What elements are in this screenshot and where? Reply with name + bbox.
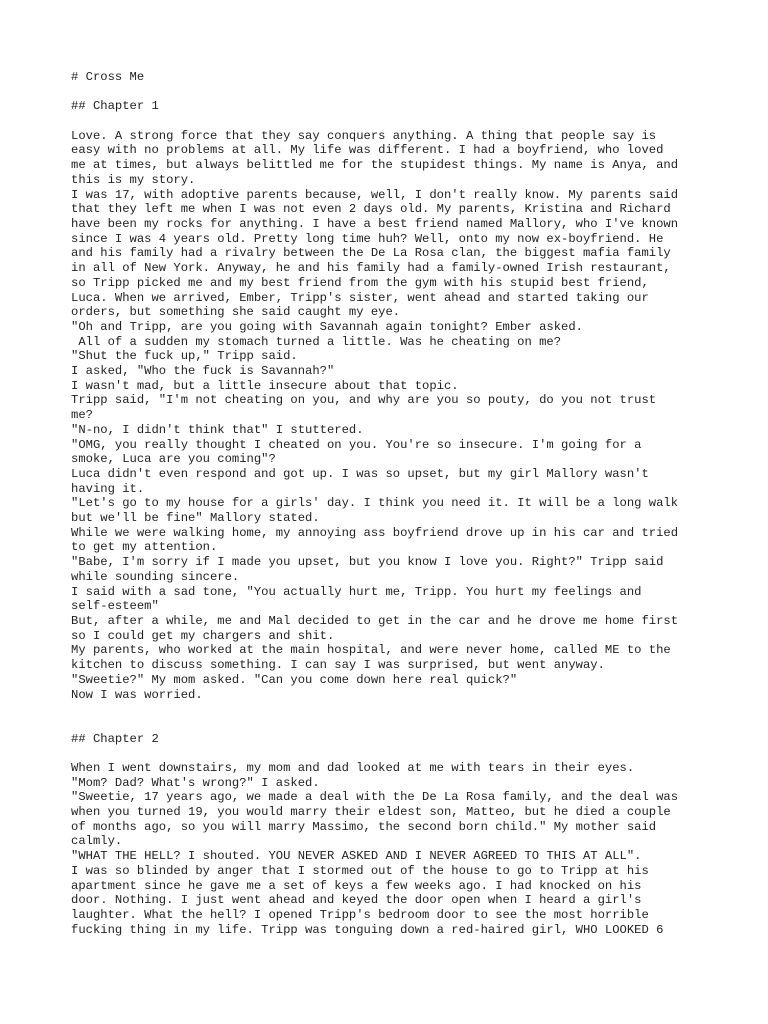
text-line: "Sweetie?" My mom asked. "Can you come down here real quick?" xyxy=(71,672,518,687)
text-line: "OMG, you really thought I cheated on you. You're so insecure. I'm going for a xyxy=(71,437,642,452)
text-line: My parents, who worked at the main hospital, and were never home, called ME to the xyxy=(71,643,671,658)
text-line: I asked, "Who the fuck is Savannah?" xyxy=(71,364,335,379)
chapter-2 xyxy=(71,732,711,938)
text-line: smoke, Luca are you coming"? xyxy=(71,452,276,467)
text-line: Luca didn't even respond and got up. I was so upset, but my girl Mallory wasn't xyxy=(71,466,649,481)
text-line: While we were walking home, my annoying ass boyfriend drove up in his car and tried xyxy=(71,525,679,540)
text-line: of months ago, so you will marry Massimo, the second born child." My mother said xyxy=(71,819,657,834)
text-line: "Let's go to my house for a girls' day. I think you need it. It will be a long walk xyxy=(71,496,679,511)
text-line: Tripp said, "I'm not cheating on you, and why are you so pouty, do you not trust xyxy=(71,393,657,408)
text-line: laughter. What the hell? I opened Tripp's bedroom door to see the most horrible xyxy=(71,908,649,922)
text-line: having it. xyxy=(71,481,145,496)
text-line: All of a sudden my stomach turned a little. Was he cheating on me? xyxy=(71,334,562,349)
text-line: that they left me when I was not even 2 days old. My parents, Kristina and Richard xyxy=(71,202,671,217)
chapter-1 xyxy=(71,99,711,702)
text-line: When I went downstairs, my mom and dad looked at me with tears in their eyes. xyxy=(71,760,635,775)
spacer xyxy=(71,702,711,717)
spacer xyxy=(71,746,711,761)
spacer xyxy=(71,717,711,732)
text-line: "WHAT THE HELL? I shouted. YOU NEVER ASKED AND I NEVER AGREED TO THIS AT ALL". xyxy=(71,849,642,864)
document-page xyxy=(71,70,711,937)
text-line: so I could get my chargers and shit. xyxy=(71,628,335,643)
text-line: "Shut the fuck up," Tripp said. xyxy=(71,349,298,364)
text-line: "Babe, I'm sorry if I made you upset, but you know I love you. Right?" Tripp said xyxy=(71,555,664,570)
text-line: this is my story. xyxy=(71,172,196,187)
text-line: fucking thing in my life. Tripp was tonguing down a red-haired girl, WHO LOOKED 6 xyxy=(71,922,664,937)
text-line: Luca. When we arrived, Ember, Tripp's sister, went ahead and started taking our xyxy=(71,290,649,305)
text-line: me at times, but always belittled me for the stupidest things. My name is Anya, and xyxy=(71,158,679,173)
text-line: so Tripp picked me and my best friend from the gym with his stupid best friend, xyxy=(71,275,649,290)
text-line: calmly. xyxy=(71,834,123,849)
spacer xyxy=(71,85,711,100)
text-line: door. Nothing. I just went ahead and keyed the door open when I heard a girl's xyxy=(71,893,642,908)
chapter-heading: ## Chapter 2 xyxy=(71,731,159,746)
text-line: me? xyxy=(71,408,93,423)
chapter-body xyxy=(71,129,711,702)
text-line: in all of New York. Anyway, he and his family had a family-owned Irish restaurant, xyxy=(71,261,671,276)
text-line: to get my attention. xyxy=(71,540,218,555)
text-line: easy with no problems at all. My life was different. I had a boyfriend, who loved xyxy=(71,143,664,158)
text-line: and his family had a rivalry between the De La Rosa clan, the biggest mafia family xyxy=(71,246,671,261)
spacer xyxy=(71,114,711,129)
text-line: I said with a sad tone, "You actually hurt me, Tripp. You hurt my feelings and xyxy=(71,584,642,599)
chapter-heading: ## Chapter 1 xyxy=(71,99,159,114)
text-line: "Sweetie, 17 years ago, we made a deal with the De La Rosa family, and the deal was xyxy=(71,790,679,805)
text-line: kitchen to discuss something. I can say I was surprised, but went anyway. xyxy=(71,658,605,673)
text-line: when you turned 19, you would marry their eldest son, Matteo, but he died a couple xyxy=(71,805,671,820)
text-line: have been my rocks for anything. I have a best friend named Mallory, who I've known xyxy=(71,217,679,231)
text-line: Now I was worried. xyxy=(71,687,203,702)
text-line: apartment since he gave me a set of keys a few weeks ago. I had knocked on his xyxy=(71,878,642,893)
text-line: Love. A strong force that they say conquers anything. A thing that people say is xyxy=(71,128,657,143)
chapter-body xyxy=(71,761,711,937)
text-line: self-esteem" xyxy=(71,599,159,614)
text-line: since I was 4 years old. Pretty long time huh? Well, onto my now ex-boyfriend. He xyxy=(71,231,664,246)
text-line: I was so blinded by anger that I stormed out of the house to go to Tripp at his xyxy=(71,863,649,878)
text-line: "Oh and Tripp, are you going with Savannah again tonight? Ember asked. xyxy=(71,319,583,334)
document-title: # Cross Me xyxy=(71,70,145,84)
text-line: while sounding sincere. xyxy=(71,569,240,584)
text-line: I wasn't mad, but a little insecure about that topic. xyxy=(71,378,459,393)
text-line: I was 17, with adoptive parents because, well, I don't really know. My parents said xyxy=(71,187,679,202)
text-line: But, after a while, me and Mal decided to get in the car and he drove me home first xyxy=(71,613,679,628)
text-line: but we'll be fine" Mallory stated. xyxy=(71,511,320,526)
text-line: "Mom? Dad? What's wrong?" I asked. xyxy=(71,775,320,790)
text-line: orders, but something she said caught my eye. xyxy=(71,305,401,320)
text-line: "N-no, I didn't think that" I stuttered. xyxy=(71,422,364,437)
